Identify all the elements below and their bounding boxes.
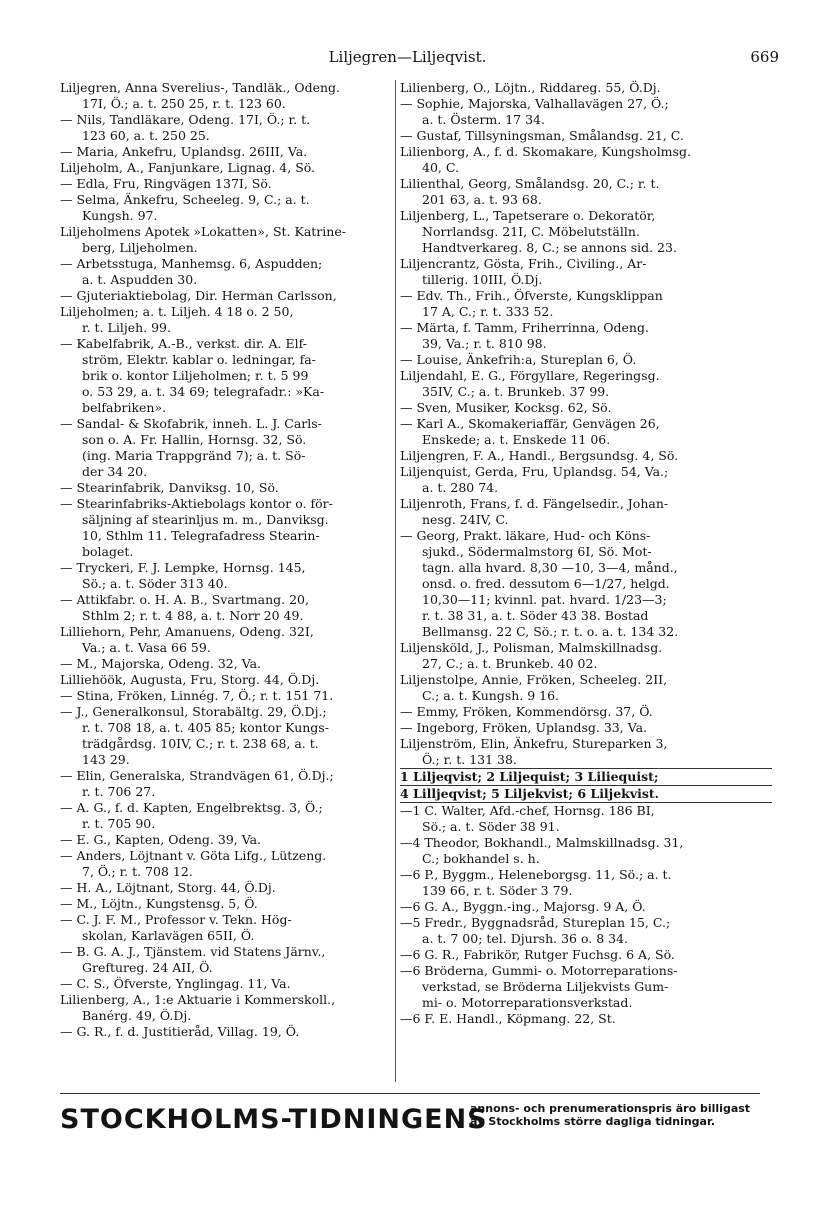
directory-entry-line: Ö.; r. t. 131 38. <box>422 752 517 767</box>
directory-entry-line: Liljenström, Elin, Änkefru, Stureparken 3, <box>400 736 668 751</box>
directory-entry-line: Lilienthal, Georg, Smålandsg. 20, C.; r. t. <box>400 176 660 191</box>
directory-entry-line: —6 G. R., Fabrikör, Rutger Fuchsg. 6 A, Sö. <box>400 947 675 962</box>
directory-entry-line: — Ingeborg, Fröken, Uplandsg. 33, Va. <box>400 720 648 735</box>
directory-entry-line: Liljendahl, E. G., Förgyllare, Regeringsg. <box>400 368 660 383</box>
directory-entry-line: — Nils, Tandläkare, Odeng. 17I, Ö.; r. t. <box>60 112 311 127</box>
directory-entry-line: belfabriken». <box>82 400 167 415</box>
directory-entry-line: 39, Va.; r. t. 810 98. <box>422 336 547 351</box>
directory-entry-line: — M., Löjtn., Kungstensg. 5, Ö. <box>60 896 258 911</box>
directory-entry-line: — Märta, f. Tamm, Friherrinna, Odeng. <box>400 320 649 335</box>
directory-entry-line: — Emmy, Fröken, Kommendörsg. 37, Ö. <box>400 704 653 719</box>
directory-entry-line: — C. J. F. M., Professor v. Tekn. Hög- <box>60 912 292 927</box>
directory-entry-line: a. t. 7 00; tel. Djursh. 36 o. 8 34. <box>422 931 629 946</box>
directory-entry-line: Liljenroth, Frans, f. d. Fängelsedir., Johan- <box>400 496 669 511</box>
directory-entry-line: — M., Majorska, Odeng. 32, Va. <box>60 656 262 671</box>
directory-entry-line: Liljenberg, L., Tapetserare o. Dekoratör, <box>400 208 656 223</box>
directory-entry-line: a. t. Österm. 17 34. <box>422 112 545 127</box>
directory-entry-line: —1 C. Walter, Afd.-chef, Hornsg. 186 BI, <box>400 803 655 818</box>
advertisement-note-line: annons- och prenumerationspris äro billigast <box>470 1102 751 1115</box>
directory-entry-line: trädgårdsg. 10IV, C.; r. t. 238 68, a. t. <box>82 736 319 751</box>
directory-entry-line: r. t. Liljeh. 99. <box>82 320 171 335</box>
directory-entry-line: berg, Liljeholmen. <box>82 240 198 255</box>
directory-entry-line: Liljencrantz, Gösta, Frih., Civiling., Ar- <box>400 256 647 271</box>
directory-entry-line: — Edla, Fru, Ringvägen 137I, Sö. <box>60 176 272 191</box>
directory-entry-line: Bellmansg. 22 C, Sö.; r. t. o. a. t. 134 32. <box>422 624 679 639</box>
directory-entry-line: Liljengren, F. A., Handl., Bergsundsg. 4, Sö. <box>400 448 679 463</box>
directory-entry-line: 10,30—11; kvinnl. pat. hvard. 1/23—3; <box>422 592 667 607</box>
directory-entry-line: Liljeholmen; a. t. Liljeh. 4 18 o. 2 50, <box>60 304 294 319</box>
directory-entry-line: Lilienberg, A., 1:e Aktuarie i Kommerskoll., <box>60 992 336 1007</box>
directory-entry-line: — A. G., f. d. Kapten, Engelbrektsg. 3, Ö.; <box>60 800 323 815</box>
directory-entry-line: — Stina, Fröken, Linnég. 7, Ö.; r. t. 151 71. <box>60 688 334 703</box>
name-variant-line: 4 Lilljeqvist; 5 Liljekvist; 6 Liljekvist. <box>400 786 772 803</box>
directory-entry-line: — Sophie, Majorska, Valhallavägen 27, Ö.; <box>400 96 669 111</box>
directory-entry-line: (ing. Maria Trappgränd 7); a. t. Sö- <box>82 448 306 463</box>
advertisement-note-line: av Stockholms större dagliga tidningar. <box>470 1115 716 1128</box>
directory-entry-line: — Attikfabr. o. H. A. B., Svartmang. 20, <box>60 592 309 607</box>
directory-entry-line: r. t. 706 27. <box>82 784 156 799</box>
directory-entry-line: C.; bokhandel s. h. <box>422 851 540 866</box>
directory-entry-line: Liljeholm, A., Fanjunkare, Lignag. 4, Sö. <box>60 160 316 175</box>
directory-entry-line: a. t. Aspudden 30. <box>82 272 198 287</box>
directory-entry-line: 10, Sthlm 11. Telegrafadress Stearin- <box>82 528 320 543</box>
directory-entry-line: — Selma, Änkefru, Scheeleg. 9, C.; a. t. <box>60 192 310 207</box>
directory-entry-line: — B. G. A. J., Tjänstem. vid Statens Järnv., <box>60 944 326 959</box>
directory-entry-line: — Stearinfabriks-Aktiebolags kontor o. för- <box>60 496 333 511</box>
directory-entry-line: Sthlm 2; r. t. 4 88, a. t. Norr 20 49. <box>82 608 304 623</box>
directory-entry-line: — Elin, Generalska, Strandvägen 61, Ö.Dj.; <box>60 768 334 783</box>
directory-entry-line: — Tryckeri, F. J. Lempke, Hornsg. 145, <box>60 560 306 575</box>
directory-entry-line: — Edv. Th., Frih., Öfverste, Kungsklippan <box>400 288 663 303</box>
directory-entry-line: 123 60, a. t. 250 25. <box>82 128 210 143</box>
directory-entry-line: Lilliehorn, Pehr, Amanuens, Odeng. 32I, <box>60 624 314 639</box>
directory-entry-line: Liljegren, Anna Sverelius-, Tandläk., Odeng. <box>60 80 341 95</box>
directory-entry-line: — Anders, Löjtnant v. Göta Lifg., Lützeng. <box>60 848 327 863</box>
directory-entry-line: bolaget. <box>82 544 134 559</box>
directory-entry-line: 7, Ö.; r. t. 708 12. <box>82 864 193 879</box>
directory-entry-line: — Arbetsstuga, Manhemsg. 6, Aspudden; <box>60 256 323 271</box>
directory-entry-line: — Louise, Änkefrih:a, Stureplan 6, Ö. <box>400 352 637 367</box>
directory-entry-line: skolan, Karlavägen 65II, Ö. <box>82 928 255 943</box>
directory-entry-line: —6 P., Byggm., Heleneborgsg. 11, Sö.; a. t. <box>400 867 672 882</box>
page-number: 669 <box>750 48 779 66</box>
directory-entry-line: Liljenquist, Gerda, Fru, Uplandsg. 54, Va.; <box>400 464 669 479</box>
right-column <box>400 80 772 1082</box>
name-variant-line: 1 Liljeqvist; 2 Liljequist; 3 Liliequist; <box>400 768 772 786</box>
directory-entry-line: Lilliehöök, Augusta, Fru, Storg. 44, Ö.Dj. <box>60 672 320 687</box>
directory-entry-line: —6 Bröderna, Gummi- o. Motorreparations- <box>400 963 678 978</box>
left-column <box>60 80 432 1082</box>
directory-entry-line: —4 Theodor, Bokhandl., Malmskillnadsg. 31, <box>400 835 684 850</box>
advertisement-footer <box>60 1093 760 1140</box>
directory-entry-line: son o. A. Fr. Hallin, Hornsg. 32, Sö. <box>82 432 307 447</box>
directory-entry-line: — Sven, Musiker, Kocksg. 62, Sö. <box>400 400 612 415</box>
directory-entry-line: ström, Elektr. kablar o. ledningar, fa- <box>82 352 316 367</box>
directory-entry-line: mi- o. Motorreparationsverkstad. <box>422 995 633 1010</box>
directory-entry-line: verkstad, se Bröderna Liljekvists Gum- <box>422 979 669 994</box>
directory-entry-line: Liljensköld, J., Polisman, Malmskillnadsg. <box>400 640 663 655</box>
directory-entry-line: — Karl A., Skomakeriaffär, Genvägen 26, <box>400 416 660 431</box>
directory-entry-line: 40, C. <box>422 160 459 175</box>
directory-entry-line: —6 G. A., Byggn.-ing., Majorsg. 9 A, Ö. <box>400 899 646 914</box>
directory-entry-line: sjukd., Södermalmstorg 6I, Sö. Mot- <box>422 544 652 559</box>
directory-entry-line: Liljeholmens Apotek »Lokatten», St. Katrine- <box>60 224 346 239</box>
directory-entry-line: Lilienborg, A., f. d. Skomakare, Kungsholmsg. <box>400 144 691 159</box>
directory-entry-line: 201 63, a. t. 93 68. <box>422 192 542 207</box>
directory-entry-line: Sö.; a. t. Söder 38 91. <box>422 819 560 834</box>
directory-entry-line: C.; a. t. Kungsh. 9 16. <box>422 688 560 703</box>
directory-entry-line: tillerig. 10III, Ö.Dj. <box>422 272 543 287</box>
directory-entry-line: 35IV, C.; a. t. Brunkeb. 37 99. <box>422 384 610 399</box>
directory-entry-line: 139 66, r. t. Söder 3 79. <box>422 883 573 898</box>
directory-entry-line: 143 29. <box>82 752 130 767</box>
directory-entry-line: — Kabelfabrik, A.-B., verkst. dir. A. Elf- <box>60 336 308 351</box>
directory-entry-line: Greftureg. 24 AII, Ö. <box>82 960 213 975</box>
directory-entry-line: — Gustaf, Tillsyningsman, Smålandsg. 21, C. <box>400 128 684 143</box>
column-divider <box>395 80 396 1082</box>
directory-entry-line: Handtverkareg. 8, C.; se annons sid. 23. <box>422 240 677 255</box>
directory-entry-line: 27, C.; a. t. Brunkeb. 40 02. <box>422 656 598 671</box>
directory-entry-line: r. t. 705 90. <box>82 816 156 831</box>
directory-entry-line: 17 A, C.; r. t. 333 52. <box>422 304 554 319</box>
advertisement-note <box>470 1102 770 1128</box>
directory-entry-line: Lilienberg, O., Löjtn., Riddareg. 55, Ö.Dj. <box>400 80 661 95</box>
newspaper-brand: STOCKHOLMS-TIDNINGENS <box>60 1104 488 1135</box>
directory-entry-line: Enskede; a. t. Enskede 11 06. <box>422 432 611 447</box>
directory-entry-line: r. t. 708 18, a. t. 405 85; kontor Kungs- <box>82 720 329 735</box>
directory-entry-line: r. t. 38 31, a. t. Söder 43 38. Bostad <box>422 608 649 623</box>
directory-entry-line: — Sandal- & Skofabrik, inneh. L. J. Carls- <box>60 416 322 431</box>
directory-entry-line: Sö.; a. t. Söder 313 40. <box>82 576 228 591</box>
directory-entry-line: —6 F. E. Handl., Köpmang. 22, St. <box>400 1011 616 1026</box>
directory-entry-line: säljning af stearinljus m. m., Danviksg. <box>82 512 329 527</box>
running-title: Liljegren—Liljeqvist. <box>328 48 487 66</box>
directory-entry-line: brik o. kontor Liljeholmen; r. t. 5 99 <box>82 368 309 383</box>
directory-entry-line: —5 Fredr., Byggnadsråd, Stureplan 15, C.; <box>400 915 671 930</box>
directory-entry-line: onsd. o. fred. dessutom 6—1/27, helgd. <box>422 576 670 591</box>
directory-entry-line: Liljenstolpe, Annie, Fröken, Scheeleg. 2II, <box>400 672 668 687</box>
directory-entry-line: der 34 20. <box>82 464 148 479</box>
directory-entry-line: — Stearinfabrik, Danviksg. 10, Sö. <box>60 480 279 495</box>
directory-entry-line: — Georg, Prakt. läkare, Hud- och Köns- <box>400 528 651 543</box>
directory-entry-line: nesg. 24IV, C. <box>422 512 509 527</box>
directory-entry-line: o. 53 29, a. t. 34 69; telegrafadr.: »Ka- <box>82 384 325 399</box>
directory-entry-line: — H. A., Löjtnant, Storg. 44, Ö.Dj. <box>60 880 276 895</box>
directory-entry-line: — G. R., f. d. Justitieråd, Villag. 19, Ö. <box>60 1024 300 1039</box>
directory-entry-line: 17I, Ö.; a. t. 250 25, r. t. 123 60. <box>82 96 286 111</box>
directory-entry-line: a. t. 280 74. <box>422 480 499 495</box>
directory-entry-line: — C. S., Öfverste, Ynglingag. 11, Va. <box>60 976 291 991</box>
directory-entry-line: — J., Generalkonsul, Storabältg. 29, Ö.Dj.; <box>60 704 327 719</box>
directory-entry-line: Banérg. 49, Ö.Dj. <box>82 1008 192 1023</box>
directory-entry-line: — Maria, Ankefru, Uplandsg. 26III, Va. <box>60 144 308 159</box>
directory-entry-line: — Gjuteriaktiebolag, Dir. Herman Carlsson, <box>60 288 337 303</box>
directory-entry-line: — E. G., Kapten, Odeng. 39, Va. <box>60 832 262 847</box>
directory-entry-line: Norrlandsg. 21I, C. Möbelutställn. <box>422 224 640 239</box>
directory-entry-line: tagn. alla hvard. 8,30 —10, 3—4, månd., <box>422 560 678 575</box>
page-header <box>0 48 815 70</box>
directory-entry-line: Kungsh. 97. <box>82 208 158 223</box>
directory-entry-line: Va.; a. t. Vasa 66 59. <box>82 640 211 655</box>
